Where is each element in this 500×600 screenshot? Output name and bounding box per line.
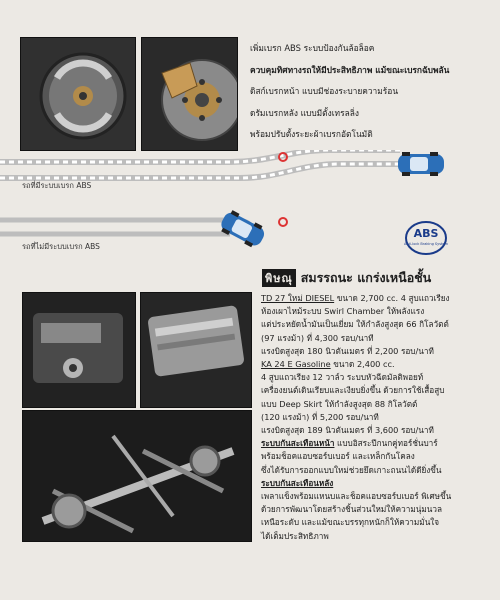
spec-line: แบบ Deep Skirt ให้กำลังสูงสุด 88 กิโลวัตต์ (261, 398, 418, 409)
abs-features (250, 38, 449, 146)
headline-text: สมรรถนะ แกร่งเหนือชั้น (300, 270, 432, 285)
spec-line: แรงบิดสูงสุด 180 นิวตันเมตร ที่ 2,200 รอบ/นาที (261, 345, 434, 356)
feature-line: ดรัมเบรกหลัง แบบมีตั้งเทรลลิ่ง (250, 107, 359, 118)
spec-line: พร้อมช็อคแอบซอร์บเบอร์ และเหล็กกันโคลง (261, 451, 415, 462)
spec-line: (120 แรงม้า) ที่ 5,200 รอบ/นาที (261, 411, 379, 422)
headline-mark: พิษณุ (262, 269, 296, 287)
spec-line: ซึ่งได้รับการออกแบบใหม่ช่วยยึดเกาะถนนได้ดียิ่งขึ้น (261, 464, 442, 475)
feature-line: ควบคุมทิศทางรถให้มีประสิทธิภาพ แม้ขณะเบรกฉับพลัน (250, 64, 450, 75)
spec-line: เหนือระดับ และแม้ขณะบรรทุกหนักก็ให้ความมั่นใจ (261, 517, 440, 528)
gasoline-engine-photo (140, 292, 252, 408)
caption-without-abs: รถที่ไม่มีระบบเบรก ABS (22, 242, 100, 251)
drum-brake-photo (20, 37, 136, 151)
spec-line: ระบบกันสะเทือนหลัง (261, 477, 334, 488)
feature-line: ดิสก์เบรกหน้า แบบมีช่องระบายความร้อน (250, 86, 399, 96)
diesel-engine-photo (22, 292, 136, 408)
spec-line: เพลาแข็งพร้อมแหนบและช็อคแอบซอร์บเบอร์ พิเศษขึ้น (261, 491, 452, 502)
headline (262, 268, 431, 288)
car-without-abs-icon (218, 208, 268, 250)
abs-logo-text: ABS (413, 227, 439, 240)
obstacle-marker-icon (279, 218, 287, 226)
abs-logo (402, 220, 450, 256)
disc-brake-photo (141, 37, 238, 151)
spec-line: เครื่องยนต์เดินเรียบและเงียบยิ่งขึ้น ด้วยการใช้เสื้อสูบ (261, 385, 445, 396)
feature-line: พร้อมปรับตั้งระยะผ้าเบรกอัตโนมัติ (250, 129, 373, 139)
spec-line: แรงบิดสูงสุด 189 นิวตันเมตร ที่ 3,600 รอบ/นาที (261, 425, 434, 436)
spec-line: 4 สูบแถวเรียง 12 วาล์ว ระบบหัวฉีดมัลติพอยท์ (261, 372, 424, 383)
feature-line: เพิ่มเบรก ABS ระบบป้องกันล้อล็อค (250, 43, 375, 53)
spec-line: ห้องเผาไหม้ระบบ Swirl Chamber ให้พลังแรง (261, 306, 425, 317)
abs-logo-subtext: Anti-lock Braking System (404, 242, 448, 246)
spec-line: (97 แรงม้า) ที่ 4,300 รอบ/นาที (261, 332, 374, 343)
spec-line: KA 24 E Gasoline ขนาด 2,400 cc. (261, 359, 395, 370)
spec-line: แต่ประหยัดน้ำมันเป็นเยี่ยม ให้กำลังสูงสุด 66 กิโลวัตต์ (261, 319, 449, 330)
car-with-abs-icon (398, 152, 444, 176)
suspension-photo (22, 410, 252, 542)
spec-line: ได้เต็มประสิทธิภาพ (261, 530, 329, 541)
spec-line: ระบบกันสะเทือนหน้า แบบอิสระปีกนกคู่ทอร์ชั่นบาร์ (261, 438, 438, 449)
spec-line: TD 27 ใหม่ DIESEL ขนาด 2,700 cc. 4 สูบแถวเรียง (261, 293, 450, 303)
spec-text (261, 292, 451, 543)
spec-line: ด้วยการพัฒนาโดยสร้างชิ้นส่วนใหม่ให้ความนุ่มนวล (261, 504, 442, 515)
caption-with-abs: รถที่มีระบบเบรก ABS (22, 181, 92, 190)
